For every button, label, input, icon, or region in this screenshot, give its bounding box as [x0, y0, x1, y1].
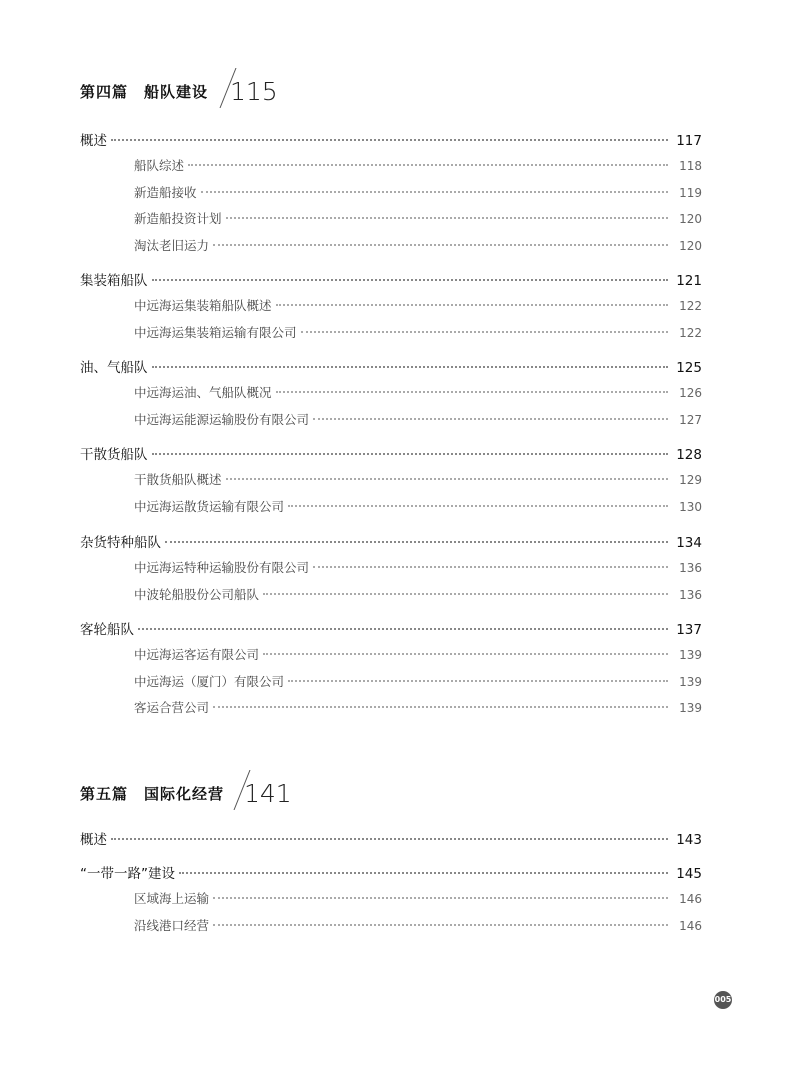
toc-subentry-page: 139 [679, 648, 702, 662]
toc-subentry-title: 中波轮船股份公司船队 [134, 586, 260, 602]
toc-entry-title: 概述 [80, 133, 107, 149]
dot-leader [276, 391, 668, 393]
toc-subentry[interactable] [80, 672, 702, 699]
dot-leader [111, 838, 668, 840]
toc-entry-page: 145 [676, 866, 702, 882]
part-page-number: 115 [230, 77, 278, 106]
part-title: 第四篇 船队建设 [80, 83, 209, 101]
toc-entry-title: 客轮船队 [80, 622, 134, 638]
toc-subentry-page: 130 [679, 499, 702, 514]
toc-subentry-title: 新造船投资计划 [134, 211, 222, 226]
dot-leader [213, 897, 668, 899]
dot-leader [288, 680, 668, 682]
toc-subentry[interactable] [80, 410, 702, 437]
toc-entry-page: 125 [676, 360, 702, 376]
dot-leader [152, 366, 669, 368]
dot-leader [313, 566, 668, 568]
toc-subentry-page: 120 [679, 238, 702, 253]
toc-entry[interactable] [80, 531, 702, 558]
toc-subentry-title: 中远海运散货运输有限公司 [134, 498, 285, 514]
toc-subentry-page: 146 [679, 892, 702, 906]
toc-subentry-page: 120 [679, 212, 702, 226]
toc-entry-page: 128 [676, 447, 702, 463]
dot-leader [301, 331, 668, 333]
toc-subentry-page: 119 [679, 185, 702, 200]
dot-leader [213, 244, 668, 246]
toc-subentry-title: 客运合营公司 [134, 700, 210, 715]
toc-subentry-title: 中远海运客运有限公司 [134, 647, 260, 662]
toc-entry-page: 137 [676, 622, 702, 638]
toc-subentry-page: 129 [679, 473, 702, 487]
toc-entry-title: “一带一路”建设 [80, 866, 175, 882]
dot-leader [288, 505, 668, 507]
toc-subentry[interactable] [80, 497, 702, 524]
dot-leader [226, 217, 668, 219]
toc-entry-page: 134 [676, 535, 702, 551]
part-header [80, 770, 320, 810]
toc-entry-page: 117 [676, 133, 702, 149]
toc-subentry-page: 122 [679, 299, 702, 313]
toc-subentry-page: 139 [679, 701, 702, 715]
toc-subentry-title: 中远海运特种运输股份有限公司 [134, 560, 310, 575]
toc-subentry-title: 中远海运油、气船队概况 [134, 385, 272, 400]
dot-leader [165, 541, 668, 543]
part-header [80, 68, 320, 108]
dot-leader [179, 872, 668, 874]
toc-subentry-page: 122 [679, 325, 702, 340]
toc-subentry-page: 146 [679, 918, 702, 933]
toc-subentry[interactable] [80, 156, 702, 183]
toc-entry[interactable] [80, 618, 702, 645]
toc-entry-title: 杂货特种船队 [80, 535, 161, 551]
toc-section [80, 618, 702, 725]
dot-leader [111, 139, 668, 141]
toc-subentry-page: 136 [679, 587, 702, 602]
toc-subentry-title: 中远海运（厦门）有限公司 [134, 673, 285, 689]
dot-leader [276, 304, 668, 306]
dot-leader [201, 191, 668, 193]
page-number-badge: 005 [714, 991, 732, 1009]
toc-subentry[interactable] [80, 236, 702, 263]
toc-subentry[interactable] [80, 916, 702, 943]
toc-subentry[interactable] [80, 585, 702, 612]
toc-subentry-title: 中远海运集装箱船队概述 [134, 298, 272, 313]
toc-entry[interactable] [80, 862, 702, 889]
toc-entry[interactable] [80, 129, 702, 156]
toc-section [80, 531, 702, 611]
toc-subentry-title: 新造船接收 [134, 184, 197, 200]
toc-section [80, 269, 702, 349]
toc-section [80, 828, 702, 855]
toc-subentry-title: 中远海运能源运输股份有限公司 [134, 411, 310, 427]
toc-entry-page: 143 [676, 832, 702, 848]
toc-subentry[interactable] [80, 209, 702, 236]
dot-leader [188, 164, 668, 166]
toc-subentry-title: 区域海上运输 [134, 891, 210, 906]
dot-leader [152, 453, 669, 455]
toc-section [80, 356, 702, 436]
dot-leader [213, 924, 668, 926]
toc-entry[interactable] [80, 356, 702, 383]
toc-entry-title: 油、气船队 [80, 360, 148, 376]
part-page-number: 141 [244, 779, 292, 808]
toc-subentry[interactable] [80, 183, 702, 210]
dot-leader [226, 478, 668, 480]
toc-section [80, 443, 702, 523]
toc-subentry-page: 118 [679, 159, 702, 173]
dot-leader [263, 653, 668, 655]
dot-leader [213, 706, 668, 708]
toc-section [80, 129, 702, 262]
toc-subentry[interactable] [80, 645, 702, 672]
toc-entry-title: 概述 [80, 832, 107, 848]
part-title: 第五篇 国际化经营 [80, 785, 225, 803]
toc-subentry-page: 126 [679, 386, 702, 400]
toc-entry-title: 干散货船队 [80, 447, 148, 463]
dot-leader [152, 279, 669, 281]
dot-leader [263, 593, 668, 595]
toc-subentry-title: 淘汰老旧运力 [134, 237, 210, 253]
toc-subentry[interactable] [80, 296, 702, 323]
toc-subentry[interactable] [80, 383, 702, 410]
dot-leader [138, 628, 668, 630]
dot-leader [313, 418, 668, 420]
toc-entry[interactable] [80, 443, 702, 470]
toc-section [80, 862, 702, 942]
toc-subentry[interactable] [80, 698, 702, 725]
toc-subentry-title: 船队综述 [134, 158, 185, 173]
toc-entry[interactable] [80, 828, 702, 855]
toc-subentry-title: 干散货船队概述 [134, 472, 222, 487]
toc-subentry-page: 136 [679, 561, 702, 575]
toc-subentry[interactable] [80, 889, 702, 916]
toc-subentry-page: 139 [679, 674, 702, 689]
toc-subentry-page: 127 [679, 412, 702, 427]
toc-subentry[interactable] [80, 470, 702, 497]
toc-entry-page: 121 [676, 273, 702, 289]
toc-subentry[interactable] [80, 558, 702, 585]
toc-entry[interactable] [80, 269, 702, 296]
toc-subentry-title: 中远海运集装箱运输有限公司 [134, 324, 297, 340]
toc-entry-title: 集装箱船队 [80, 273, 148, 289]
toc-subentry[interactable] [80, 323, 702, 350]
toc-subentry-title: 沿线港口经营 [134, 917, 210, 933]
